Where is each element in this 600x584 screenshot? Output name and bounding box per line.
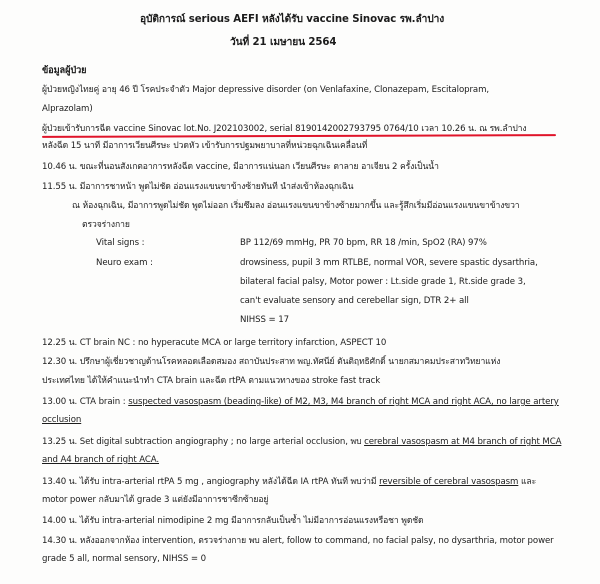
- event-1325-prefix: 13.25 น. Set digital subtraction angiography ; no large arterial occlusion, พบ: [42, 437, 365, 447]
- document-date: วันที่ 21 เมษายน 2564: [230, 37, 337, 48]
- neuro-exam-3: can't evaluate sensory and cerebellar sign, DTR 2+ all: [240, 296, 469, 306]
- patient-line-1: ผู้ป่วยหญิงไทยคู่ อายุ 46 ปี โรคประจำตัว Major depressive disorder (on Venlafaxine, Clonazepam, Escitalopram,: [42, 85, 489, 95]
- neuro-exam-1: drowsiness, pupil 3 mm RTLBE, normal VOR, severe spastic dysarthria,: [240, 258, 538, 268]
- er-line-1: ณ ห้องฉุกเฉิน, มีอาการพูดไม่ชัด พูดไม่ออก เริ่มซึมลง อ่อนแรงแขนขาข้างซ้ายมากขึ้น และรู้สึกเริ่มมีอ่อนแรงแขนขาข้างขวา: [72, 201, 520, 211]
- event-1046: 10.46 น. ขณะที่นอนสังเกตอาการหลังฉีด vaccine, มีอาการแน่นอก เวียนศีรษะ ตาลาย อาเจียน 2 ครั้งเป็นน้ำ: [42, 162, 439, 172]
- vital-signs-label: Vital signs :: [96, 238, 145, 248]
- event-1430-line-2: grade 5 all, normal sensory, NIHSS = 0: [42, 554, 206, 564]
- event-1400: 14.00 น. ได้รับ intra-arterial nimodipine 2 mg มีอาการกลับเป็นซ้ำ ไม่มีอาการอ่อนแรงหรือชา พูดชัด: [42, 516, 424, 526]
- event-1300-prefix: 13.00 น. CTA brain :: [42, 397, 129, 407]
- nihss-score: NIHSS = 17: [240, 315, 289, 325]
- er-line-2: ตรวจร่างกาย: [82, 220, 130, 230]
- event-1230-line-1: 12.30 น. ปรึกษาผู้เชี่ยวชาญด้านโรคหลอดเลือดสมอง สถาบันประสาท พญ.ทัศนีย์ ตันติฤทธิศักดิ์ นายกสมาคมประสาทวิทยาแห่ง: [42, 357, 501, 367]
- event-1325-line-2: and A4 branch of right ACA.: [42, 455, 160, 465]
- event-1230-line-2: ประเทศไทย ได้ให้คำแนะนำทำ CTA brain และฉีด rtPA ตามแนวทางของ stroke fast track: [42, 376, 381, 386]
- red-highlight-underline: [42, 134, 556, 138]
- event-1325-underlined: cerebral vasospasm at M4 branch of right MCA: [364, 437, 562, 447]
- event-1340-suffix: และ: [518, 477, 537, 487]
- after-15-min: หลังฉีด 15 นาที มีอาการเวียนศีรษะ ปวดหัว เข้ารับการปฐมพยาบาลที่หน่วยฉุกเฉินเคลื่อนที่: [42, 141, 368, 151]
- neuro-exam-2: bilateral facial palsy, Motor power : Lt.side grade 1, Rt.side grade 3,: [240, 277, 526, 287]
- event-1300-line-2: occlusion: [42, 415, 82, 425]
- event-1340-underlined: reversible of cerebral vasospasm: [379, 477, 519, 487]
- vital-signs-value: BP 112/69 mmHg, PR 70 bpm, RR 18 /min, SpO2 (RA) 97%: [240, 238, 487, 248]
- vaccine-line: ผู้ป่วยเข้ารับการฉีด vaccine Sinovac lot.No. J202103002, serial 8190142002793795 0764/10 เวลา 10.26 น. ณ รพ.ลำปาง: [42, 124, 527, 134]
- neuro-exam-label: Neuro exam :: [96, 258, 153, 268]
- event-1430-line-1: 14.30 น. หลังออกจากห้อง intervention, ตรวจร่างกาย พบ alert, follow to command, no facial palsy, no dysarthria, motor power: [42, 536, 554, 546]
- document-title: อุบัติการณ์ serious AEFI หลังได้รับ vaccine Sinovac รพ.ลำปาง: [140, 14, 445, 25]
- event-1340-line-1: [42, 477, 536, 488]
- event-1340-line-2: motor power กลับมาได้ grade 3 แต่ยังมีอาการชาซีกซ้ายอยู่: [42, 495, 269, 505]
- event-1340-prefix: 13.40 น. ได้รับ intra-arterial rtPA 5 mg , angiography หลังได้ฉีด IA rtPA ทันที พบว่ามี: [42, 477, 380, 487]
- section-heading: ข้อมูลผู้ป่วย: [42, 65, 87, 76]
- event-1155: 11.55 น. มีอาการชาหน้า พูดไม่ชัด อ่อนแรงแขนขาข้างซ้ายทันที นำส่งเข้าห้องฉุกเฉิน: [42, 182, 354, 192]
- event-1225: 12.25 น. CT brain NC : no hyperacute MCA or large territory infarction, ASPECT 10: [42, 338, 387, 348]
- event-1300-underlined: suspected vasospasm (beading-like) of M2, M3, M4 branch of right MCA and right ACA, no large artery: [128, 397, 559, 407]
- event-1325-line-1: [42, 437, 561, 448]
- patient-line-2: Alprazolam): [42, 104, 93, 114]
- event-1300-line-1: [42, 397, 559, 408]
